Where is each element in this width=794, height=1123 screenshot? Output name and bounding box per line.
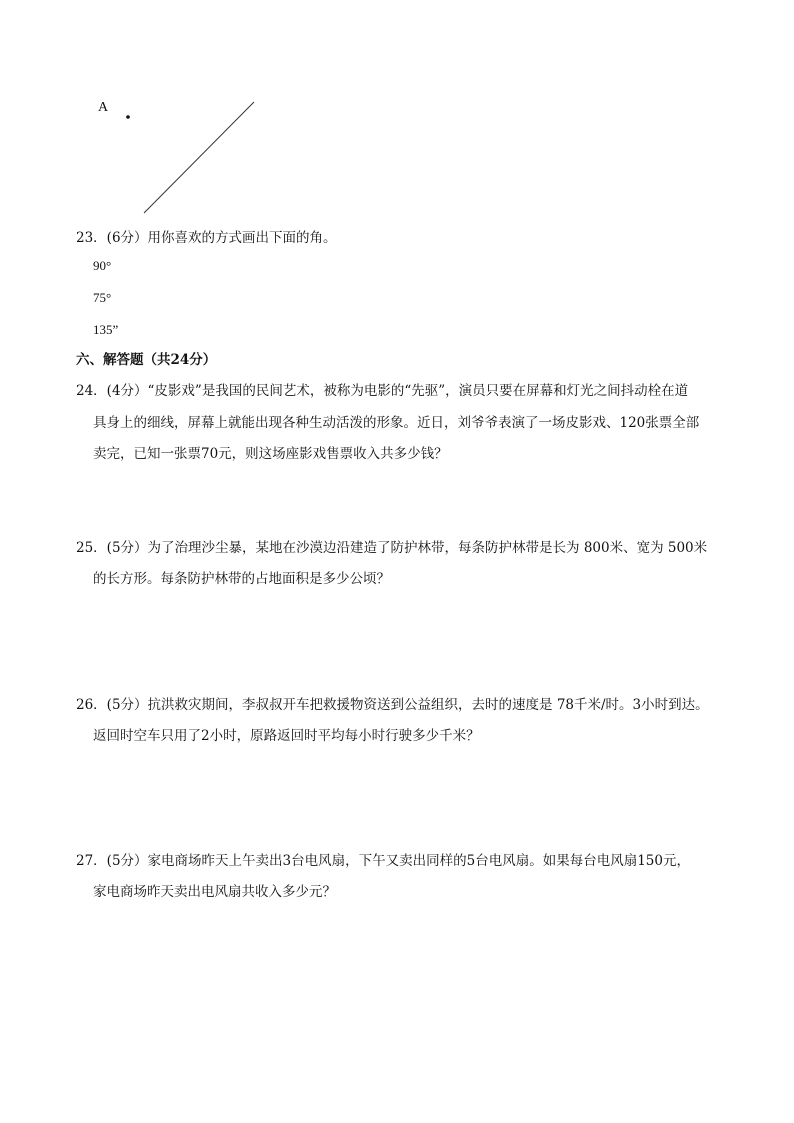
- question-27-line-1: 27．(5分）家电商场昨天上午卖出3台电风扇，下午又卖出同样的5台电风扇。如果每台电风扇150元，: [76, 853, 690, 869]
- point-a-label: A: [98, 100, 109, 115]
- question-27-line-2: 家电商场昨天卖出电风扇共收入多少元？: [93, 884, 336, 900]
- question-25-line-1: 25．(5分）为了治理沙尘暴，某地在沙漠边沿建造了防护林带，每条防护林带是长为 800米、宽为 500米: [76, 540, 708, 556]
- question-26-line-1: 26．(5分）抗洪救灾期间，李叔叔开车把救援物资送到公益组织，去时的速度是 78千米/时。3小时到达。: [76, 697, 709, 713]
- section-title-answers: 六、解答题（共24分）: [76, 352, 217, 368]
- point-a: [126, 115, 130, 119]
- line-and-point-diagram: [90, 96, 270, 218]
- straight-line: [144, 102, 254, 213]
- question-26-line-2: 返回时空车只用了2小时，原路返回时平均每小时行驶多少千米？: [93, 728, 480, 744]
- question-23: 23．(6分）用你喜欢的方式画出下面的角。: [76, 230, 337, 246]
- geometry-figure: [90, 96, 270, 218]
- question-25-line-2: 的长方形。每条防护林带的占地面积是多少公顷？: [93, 571, 390, 587]
- question-24-line-3: 卖完，已知一张票70元，则这场座影戏售票收入共多少钱？: [93, 446, 448, 462]
- angle-75: 75°: [93, 290, 112, 305]
- question-24-line-1: 24．(4分）“皮影戏”是我国的民间艺术，被称为电影的“先驱”，演员只要在屏幕和灯光之间抖动栓在道: [76, 383, 689, 399]
- question-24-line-2: 具身上的细线，屏幕上就能出现各种生动活泼的形象。近日，刘爷爷表演了一场皮影戏、120张票全部: [93, 415, 700, 431]
- angle-90: 90°: [93, 258, 112, 273]
- angle-135: 135”: [93, 322, 119, 337]
